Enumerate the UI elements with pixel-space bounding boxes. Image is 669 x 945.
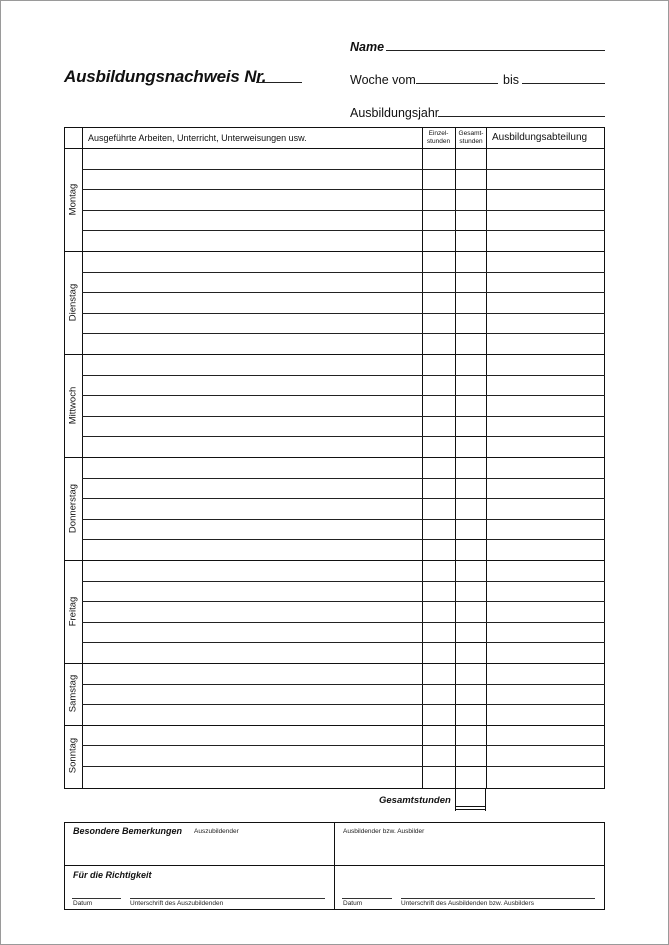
day-total-separator bbox=[456, 766, 486, 767]
day-total-separator bbox=[456, 436, 486, 437]
table-row-line[interactable] bbox=[82, 313, 605, 314]
table-row-line[interactable] bbox=[82, 230, 605, 231]
trainer-signature-label: Unterschrift des Ausbildenden bzw. Ausbilders bbox=[401, 900, 534, 907]
name-label: Name bbox=[350, 40, 385, 54]
table-row-line[interactable] bbox=[82, 539, 605, 540]
date-field-left[interactable] bbox=[72, 898, 121, 899]
day-divider bbox=[64, 251, 605, 252]
trainee-signature-label: Unterschrift des Auszubildenden bbox=[130, 900, 224, 907]
table-row-line[interactable] bbox=[82, 581, 605, 582]
table-row-line[interactable] bbox=[82, 169, 605, 170]
week-to-field[interactable] bbox=[522, 83, 605, 84]
day-total-separator bbox=[456, 704, 486, 705]
training-year-field[interactable] bbox=[438, 116, 605, 117]
total-hours-column-header: Gesamt- stunden bbox=[458, 130, 484, 145]
day-total-separator bbox=[456, 539, 486, 540]
name-field[interactable] bbox=[386, 50, 605, 51]
date-label-left: Datum bbox=[73, 900, 93, 907]
training-year-label: Ausbildungsjahr bbox=[350, 106, 439, 120]
total-double-underline-bottom bbox=[455, 809, 486, 810]
day-label-samstag: Samstag bbox=[67, 674, 79, 713]
day-total-separator bbox=[456, 230, 486, 231]
activities-column-header: Ausgeführte Arbeiten, Unterricht, Unterweisungen usw. bbox=[88, 133, 307, 143]
table-row-line[interactable] bbox=[82, 745, 605, 746]
day-divider bbox=[64, 663, 605, 664]
single-hours-column-header: Einzel- stunden bbox=[426, 130, 451, 145]
table-row-line[interactable] bbox=[82, 189, 605, 190]
header-row-divider bbox=[64, 148, 605, 149]
trainer-signature-field[interactable] bbox=[401, 898, 595, 899]
weekly-report-table bbox=[64, 127, 605, 789]
day-total-separator bbox=[456, 333, 486, 334]
table-row-line[interactable] bbox=[82, 292, 605, 293]
correctness-title: Für die Richtigkeit bbox=[73, 870, 152, 880]
day-divider bbox=[64, 354, 605, 355]
table-row-line[interactable] bbox=[82, 704, 605, 705]
trainee-signature-field[interactable] bbox=[130, 898, 325, 899]
hours-column-divider bbox=[422, 127, 423, 789]
total-hours-label: Gesamtstunden bbox=[379, 795, 451, 806]
table-row-line[interactable] bbox=[82, 622, 605, 623]
table-row-line[interactable] bbox=[82, 519, 605, 520]
total-column-divider-right bbox=[486, 127, 487, 789]
signature-divider bbox=[334, 865, 335, 910]
table-row-line[interactable] bbox=[82, 436, 605, 437]
table-row-line[interactable] bbox=[82, 395, 605, 396]
table-row-line[interactable] bbox=[82, 642, 605, 643]
week-from-field[interactable] bbox=[416, 83, 498, 84]
special-remarks-title: Besondere Bemerkungen bbox=[73, 826, 183, 836]
table-row-line[interactable] bbox=[82, 601, 605, 602]
day-label-freitag: Freitag bbox=[67, 596, 79, 626]
remarks-separator bbox=[64, 865, 605, 866]
table-row-line[interactable] bbox=[82, 478, 605, 479]
department-column-header: Ausbildungsabteilung bbox=[492, 132, 588, 143]
day-label-mittwoch: Mittwoch bbox=[67, 386, 79, 424]
day-total-separator bbox=[456, 642, 486, 643]
remarks-divider bbox=[334, 822, 335, 865]
form-title: Ausbildungsnachweis Nr. bbox=[64, 67, 267, 86]
day-label-montag: Montag bbox=[67, 183, 79, 215]
table-row-line[interactable] bbox=[82, 766, 605, 767]
date-field-right[interactable] bbox=[342, 898, 392, 899]
day-divider bbox=[64, 457, 605, 458]
table-row-line[interactable] bbox=[82, 375, 605, 376]
week-to-label: bis bbox=[503, 73, 519, 87]
day-label-donnerstag: Donnerstag bbox=[67, 483, 79, 533]
day-column-divider bbox=[82, 127, 83, 789]
table-row-line[interactable] bbox=[82, 333, 605, 334]
total-hours-field[interactable] bbox=[455, 789, 486, 811]
day-divider bbox=[64, 560, 605, 561]
table-row-line[interactable] bbox=[82, 416, 605, 417]
day-divider bbox=[64, 725, 605, 726]
table-row-line[interactable] bbox=[82, 272, 605, 273]
total-double-underline-top bbox=[455, 806, 486, 807]
table-row-line[interactable] bbox=[82, 684, 605, 685]
table-row-line[interactable] bbox=[82, 498, 605, 499]
week-from-label: Woche vom bbox=[350, 73, 416, 87]
table-row-line[interactable] bbox=[82, 210, 605, 211]
date-label-right: Datum bbox=[343, 900, 363, 907]
day-label-sonntag: Sonntag bbox=[67, 737, 79, 773]
total-column-divider-left bbox=[455, 127, 456, 789]
day-label-dienstag: Dienstag bbox=[67, 283, 79, 321]
report-number-field[interactable] bbox=[256, 82, 302, 83]
trainer-remarks-label: Ausbildender bzw. Ausbilder bbox=[343, 828, 425, 835]
trainee-remarks-label: Auszubildender bbox=[194, 828, 239, 835]
